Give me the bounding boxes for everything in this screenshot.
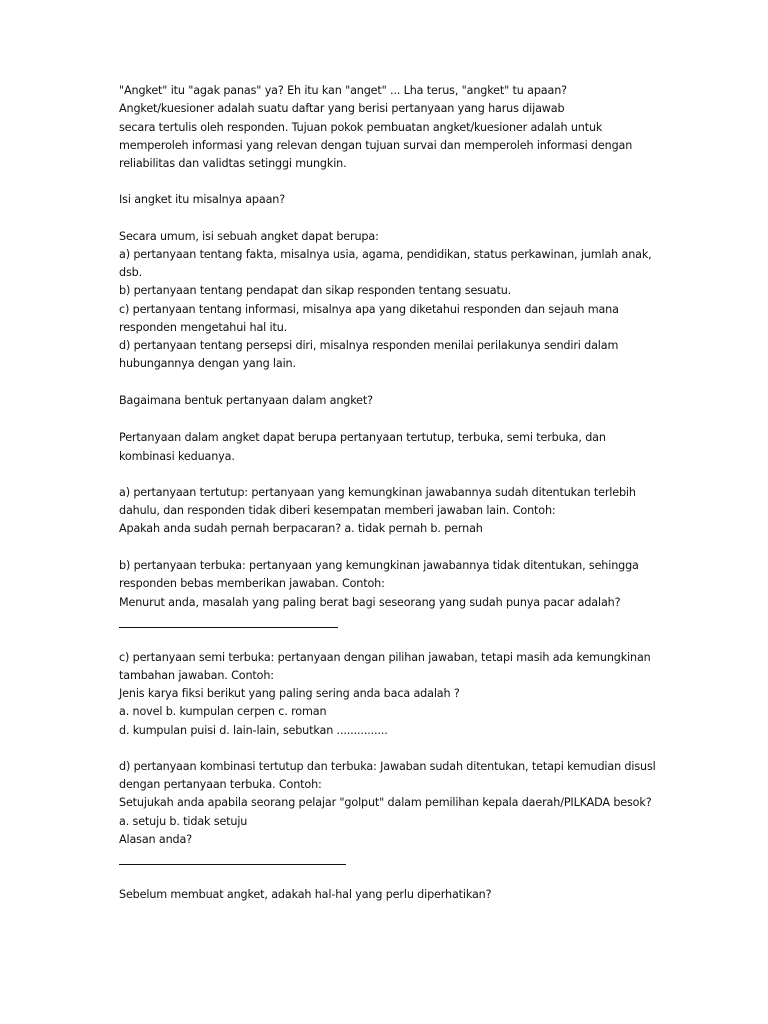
text-line: Angket/kuesioner adalah suatu daftar yang berisi pertanyaan yang harus dijawab (119, 102, 565, 115)
example-line: d. kumpulan puisi d. lain-lain, sebutkan ............... (119, 724, 388, 737)
text-line: dengan pertanyaan terbuka. Contoh: (119, 778, 322, 791)
example-line: Menurut anda, masalah yang paling berat bagi seseorang yang sudah punya pacar adalah? (119, 596, 621, 609)
list-item: d) pertanyaan kombinasi tertutup dan terbuka: Jawaban sudah ditentukan, tetapi kemudian disusl (119, 760, 656, 773)
text-line: Secara umum, isi sebuah angket dapat berupa: (119, 230, 379, 243)
text-line: responden bebas memberikan jawaban. Contoh: (119, 577, 385, 590)
example-line: a. novel b. kumpulan cerpen c. roman (119, 705, 327, 718)
text-line: secara tertulis oleh responden. Tujuan pokok pembuatan angket/kuesioner adalah untuk (119, 121, 603, 134)
text-line: tambahan jawaban. Contoh: (119, 669, 274, 682)
list-item: c) pertanyaan tentang informasi, misalnya apa yang diketahui responden dan sejauh mana (119, 303, 619, 316)
text-line: hubungannya dengan yang lain. (119, 357, 296, 370)
text-line: reliabilitas dan validtas setinggi mungkin. (119, 157, 347, 170)
section-question: Bagaimana bentuk pertanyaan dalam angket? (119, 394, 373, 407)
text-line: dahulu, dan responden tidak diberi kesempatan memberi jawaban lain. Contoh: (119, 504, 556, 517)
list-item: d) pertanyaan tentang persepsi diri, misalnya responden menilai perilakunya sendiri dalam (119, 339, 619, 352)
example-line: Jenis karya fiksi berikut yang paling sering anda baca adalah ? (119, 687, 460, 700)
text-line: Pertanyaan dalam angket dapat berupa pertanyaan tertutup, terbuka, semi terbuka, dan (119, 431, 606, 444)
list-item: a) pertanyaan tertutup: pertanyaan yang kemungkinan jawabannya sudah ditentukan terlebih (119, 486, 636, 499)
list-item: b) pertanyaan tentang pendapat dan sikap responden tentang sesuatu. (119, 284, 512, 297)
list-item: b) pertanyaan terbuka: pertanyaan yang kemungkinan jawabannya tidak ditentukan, sehingga (119, 559, 639, 572)
example-line: Alasan anda? (119, 833, 192, 846)
section-question: Sebelum membuat angket, adakah hal-hal yang perlu diperhatikan? (119, 888, 492, 901)
answer-blank-line (119, 627, 338, 628)
example-line: Apakah anda sudah pernah berpacaran? a. tidak pernah b. pernah (119, 522, 483, 535)
text-line: dsb. (119, 266, 142, 279)
section-question: Isi angket itu misalnya apaan? (119, 193, 286, 206)
example-line: a. setuju b. tidak setuju (119, 815, 248, 828)
text-line: kombinasi keduanya. (119, 450, 235, 463)
list-item: c) pertanyaan semi terbuka: pertanyaan dengan pilihan jawaban, tetapi masih ada kemungkinan (119, 651, 651, 664)
text-line: memperoleh informasi yang relevan dengan tujuan survai dan memperoleh informasi dengan (119, 139, 633, 152)
text-line: responden mengetahui hal itu. (119, 321, 288, 334)
list-item: a) pertanyaan tentang fakta, misalnya usia, agama, pendidikan, status perkawinan, jumlah anak, (119, 248, 652, 261)
example-line: Setujukah anda apabila seorang pelajar "golput" dalam pemilihan kepala daerah/PILKADA besok? (119, 796, 652, 809)
answer-blank-line (119, 864, 346, 865)
text-line: "Angket" itu "agak panas" ya? Eh itu kan "anget" ... Lha terus, "angket" tu apaan? (119, 84, 567, 97)
